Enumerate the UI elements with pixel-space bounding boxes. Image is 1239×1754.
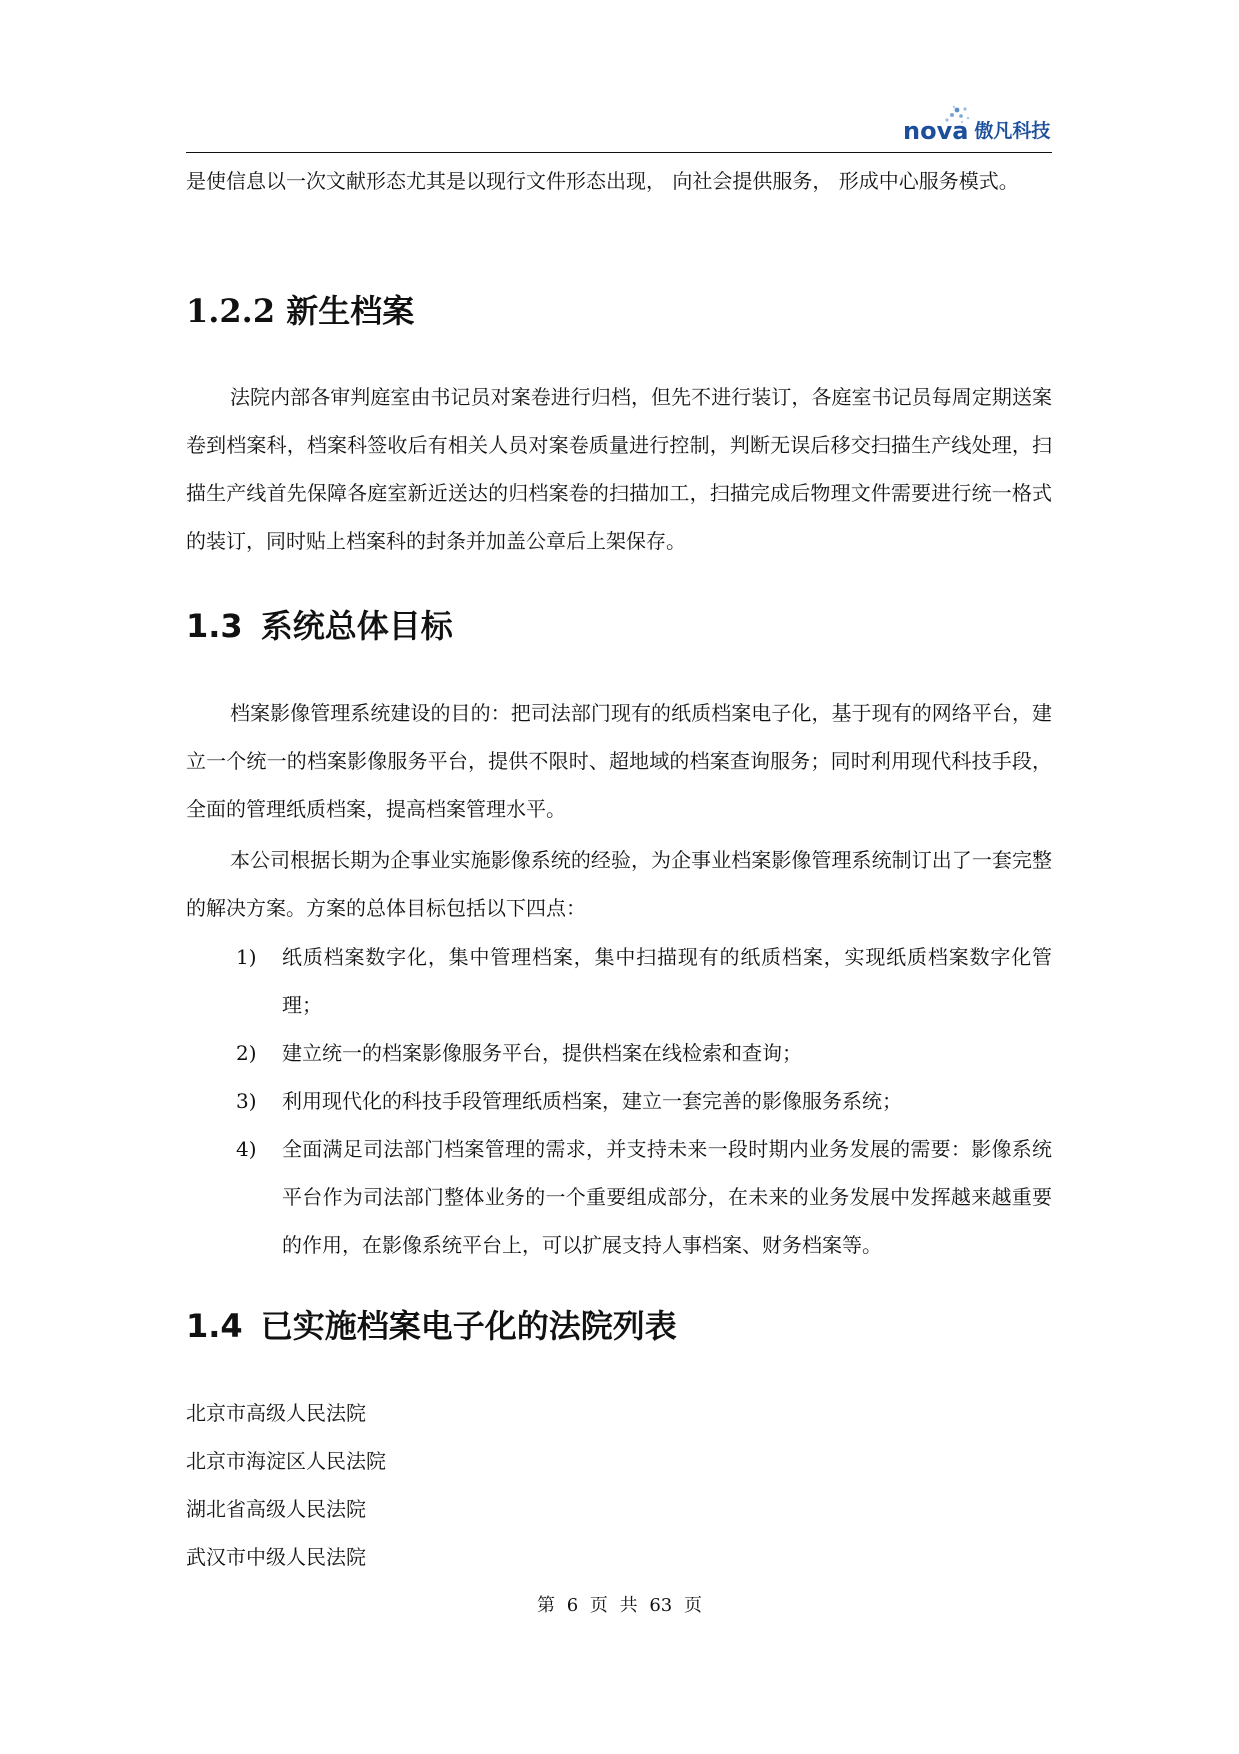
court-list-item: 湖北省高级人民法院 <box>186 1497 366 1521</box>
section-title: 系统总体目标 <box>260 607 453 645</box>
section-title: 已实施档案电子化的法院列表 <box>260 1307 677 1345</box>
section-number: 1.3 <box>186 607 243 645</box>
logo-chinese-name: 傲凡科技 <box>974 120 1051 142</box>
objectives-list <box>186 933 1052 1269</box>
list-item <box>186 933 1052 1029</box>
header-divider <box>186 152 1052 153</box>
page-number-footer: 第 6 页 共 63 页 <box>537 1595 702 1616</box>
section-1-3-paragraph-1: 档案影像管理系统建设的目的：把司法部门现有的纸质档案电子化，基于现有的网络平台，建立一个统一的档案影像服务平台，提供不限时、超地域的档案查询服务；同时利用现代科技手段，全面的管理纸质档案，提高档案管理水平。 <box>186 701 1052 821</box>
company-logo <box>903 118 1050 144</box>
list-item-text: 建立统一的档案影像服务平台，提供档案在线检索和查询； <box>282 1041 802 1065</box>
list-item-text: 纸质档案数字化，集中管理档案，集中扫描现有的纸质档案，实现纸质档案数字化管理； <box>282 945 1052 1017</box>
section-1-2-2-paragraph: 法院内部各审判庭室由书记员对案卷进行归档，但先不进行装订，各庭室书记员每周定期送案卷到档案科，档案科签收后有相关人员对案卷质量进行控制，判断无误后移交扫描生产线处理，扫描生产线首先保障各庭室新近送达的归档案卷的扫描加工，扫描完成后物理文件需要进行统一格式的装订，同时贴上档案科的封条并加盖公章后上架保存。 <box>186 385 1052 553</box>
court-list-item: 北京市海淀区人民法院 <box>186 1449 386 1473</box>
section-number: 1.4 <box>186 1307 243 1345</box>
list-item <box>186 1077 1052 1125</box>
section-1-3-paragraph-2: 本公司根据长期为企事业实施影像系统的经验，为企事业档案影像管理系统制订出了一套完整的解决方案。方案的总体目标包括以下四点： <box>186 848 1052 920</box>
continuation-paragraph: 是使信息以一次文献形态尤其是以现行文件形态出现， 向社会提供服务， 形成中心服务模式。 <box>186 169 1019 193</box>
court-list-item: 北京市高级人民法院 <box>186 1401 366 1425</box>
list-marker: 4) <box>236 1137 257 1161</box>
list-item <box>186 1029 1052 1077</box>
section-heading-1-2-2: 1.2.2 新生档案 <box>186 292 415 330</box>
list-marker: 3) <box>236 1089 257 1113</box>
logo-wordmark: nova <box>903 117 969 145</box>
list-item-text: 全面满足司法部门档案管理的需求，并支持未来一段时期内业务发展的需要：影像系统平台作为司法部门整体业务的一个重要组成部分，在未来的业务发展中发挥越来越重要的作用，在影像系统平台上，可以扩展支持人事档案、财务档案等。 <box>282 1137 1052 1257</box>
section-heading-1-3 <box>186 606 453 646</box>
list-marker: 2) <box>236 1041 257 1065</box>
list-marker: 1) <box>236 945 257 969</box>
court-list-item: 武汉市中级人民法院 <box>186 1545 366 1569</box>
list-item-text: 利用现代化的科技手段管理纸质档案，建立一套完善的影像服务系统； <box>282 1089 902 1113</box>
section-heading-1-4 <box>186 1306 677 1346</box>
list-item <box>186 1125 1052 1269</box>
